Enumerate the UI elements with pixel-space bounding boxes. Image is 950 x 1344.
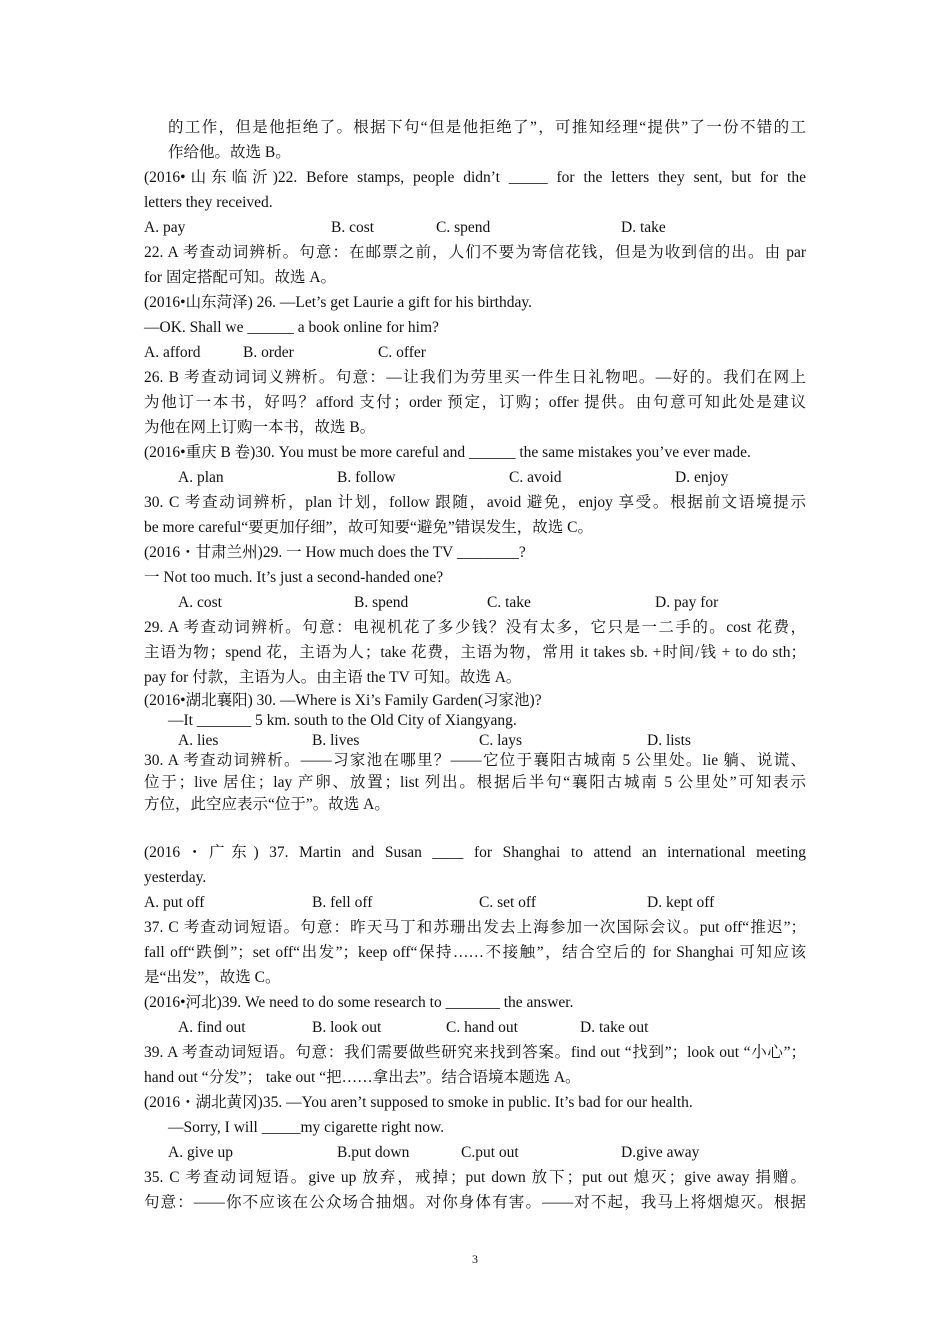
option: D. take: [621, 219, 666, 236]
answer-line: 位于；live 居住；lay 产卵、放置；list 列出。根据后半句“襄阳古城南 5 公里处”可知表示: [144, 774, 806, 791]
option: B. look out: [312, 1019, 382, 1036]
question-line: 一 Not too much. It’s just a second-handed one?: [144, 569, 444, 586]
text-line: 作给他。故选 B。: [168, 144, 291, 161]
answer-line: pay for 付款，主语为人。由主语 the TV 可知。故选 A。: [144, 669, 522, 686]
question-line: (2016•山东临沂)22. Before stamps, people didn’t _____ for the letters they sent, but for the: [144, 169, 806, 186]
option: C. lays: [479, 732, 523, 749]
option: B. spend: [354, 594, 409, 611]
answer-line: 句意：——你不应该在公众场合抽烟。对你身体有害。——对不起，我马上将烟熄灭。根据: [144, 1194, 806, 1211]
answer-line: 30. C 考查动词辨析，plan 计划，follow 跟随，avoid 避免，enjoy 享受。根据前文语境提示: [144, 494, 806, 511]
option: C.put out: [461, 1144, 519, 1161]
option: B. order: [243, 344, 294, 361]
option: D. lists: [647, 732, 691, 749]
option: A. plan: [178, 469, 224, 486]
answer-line: 为他在网上订购一本书，故选 B。: [144, 419, 376, 436]
answer-line: 35. C 考查动词短语。give up 放弃，戒掉；put down 放下；put out 熄灭；give away 捐赠。: [144, 1169, 806, 1186]
answer-line: 37. C 考查动词短语。句意：昨天马丁和苏珊出发去上海参加一次国际会议。put off“推迟”；: [144, 919, 806, 936]
question-line: —It _______ 5 km. south to the Old City of Xiangyang.: [168, 712, 517, 729]
question-line: (2016・湖北黄冈)35. —You aren’t supposed to smoke in public. It’s bad for our health.: [144, 1094, 693, 1111]
option: D. kept off: [647, 894, 715, 911]
question-line: (2016・甘肃兰州)29. 一 How much does the TV ________?: [144, 544, 526, 561]
answer-line: 39. A 考查动词短语。句意：我们需要做些研究来找到答案。find out “找到”；look out “小心”；: [144, 1044, 806, 1061]
option: B.put down: [337, 1144, 410, 1161]
option: A. find out: [178, 1019, 246, 1036]
answer-line: 26. B 考查动词词义辨析。句意：—让我们为劳里买一件生日礼物吧。—好的。我们在网上: [144, 369, 806, 386]
option: A. afford: [144, 344, 201, 361]
answer-line: 是“出发”，故选 C。: [144, 969, 281, 986]
option: A. lies: [178, 732, 219, 749]
option: D. pay for: [655, 594, 719, 611]
answer-line: 为他订一本书，好吗？afford 支付；order 预定，订购；offer 提供。由句意可知此处是建议: [144, 394, 806, 411]
question-line: (2016•山东菏泽) 26. —Let’s get Laurie a gift for his birthday.: [144, 294, 532, 311]
option: C. take: [487, 594, 531, 611]
option: C. hand out: [446, 1019, 518, 1036]
answer-line: 方位，此空应表示“位于”。故选 A。: [144, 796, 390, 813]
option: A. put off: [144, 894, 205, 911]
option: A. give up: [168, 1144, 234, 1161]
question-line: yesterday.: [144, 869, 207, 886]
answer-line: 22. A 考查动词辨析。句意：在邮票之前，人们不要为寄信花钱，但是为收到信的出。由 par: [144, 244, 806, 261]
option: C. set off: [479, 894, 536, 911]
option: B. follow: [337, 469, 396, 486]
option: B. fell off: [312, 894, 373, 911]
question-line: (2016•湖北襄阳) 30. —Where is Xi’s Family Garden(习家池)?: [144, 692, 542, 709]
answer-line: 主语为物；spend 花，主语为人；take 花费，主语为物，常用 it takes sb. +时间/钱 + to do sth；: [144, 644, 806, 661]
answer-line: 30. A 考查动词辨析。——习家池在哪里？——它位于襄阳古城南 5 公里处。lie 躺、说谎、: [144, 752, 806, 769]
option: C. spend: [436, 219, 491, 236]
option: D.give away: [621, 1144, 700, 1161]
question-line: (2016•河北)39. We need to do some research to _______ the answer.: [144, 994, 574, 1011]
option: C. avoid: [509, 469, 562, 486]
question-line: —Sorry, I will _____my cigarette right now.: [168, 1119, 445, 1136]
option: B. lives: [312, 732, 360, 749]
option: C. offer: [378, 344, 426, 361]
option: A. pay: [144, 219, 186, 236]
answer-line: fall off“跌倒”；set off“出发”；keep off“保持……不接触”，结合空后的 for Shanghai 可知应该: [144, 944, 806, 961]
question-line: —OK. Shall we ______ a book online for him?: [144, 319, 439, 336]
question-line: letters they received.: [144, 194, 273, 211]
option: B. cost: [331, 219, 375, 236]
answer-line: be more careful“要更加仔细”，故可知要“避免”错误发生，故选 C。: [144, 519, 593, 536]
question-line: (2016•重庆 B 卷)30. You must be more careful and ______ the same mistakes you’ve ever made.: [144, 444, 751, 461]
answer-line: 29. A 考查动词辨析。句意：电视机花了多少钱？没有太多，它只是一二手的。cost 花费，: [144, 619, 806, 636]
answer-line: hand out “分发”； take out “把……拿出去”。结合语境本题选 A。: [144, 1069, 581, 1086]
option: D. enjoy: [675, 469, 729, 486]
option: A. cost: [178, 594, 222, 611]
question-line: (2016・广东) 37. Martin and Susan ____ for Shanghai to attend an international meeting: [144, 844, 806, 861]
page-number: 3: [472, 1252, 478, 1266]
answer-line: for 固定搭配可知。故选 A。: [144, 269, 337, 286]
text-line: 的工作，但是他拒绝了。根据下句“但是他拒绝了”，可推知经理“提供”了一份不错的工: [168, 119, 806, 136]
option: D. take out: [580, 1019, 649, 1036]
